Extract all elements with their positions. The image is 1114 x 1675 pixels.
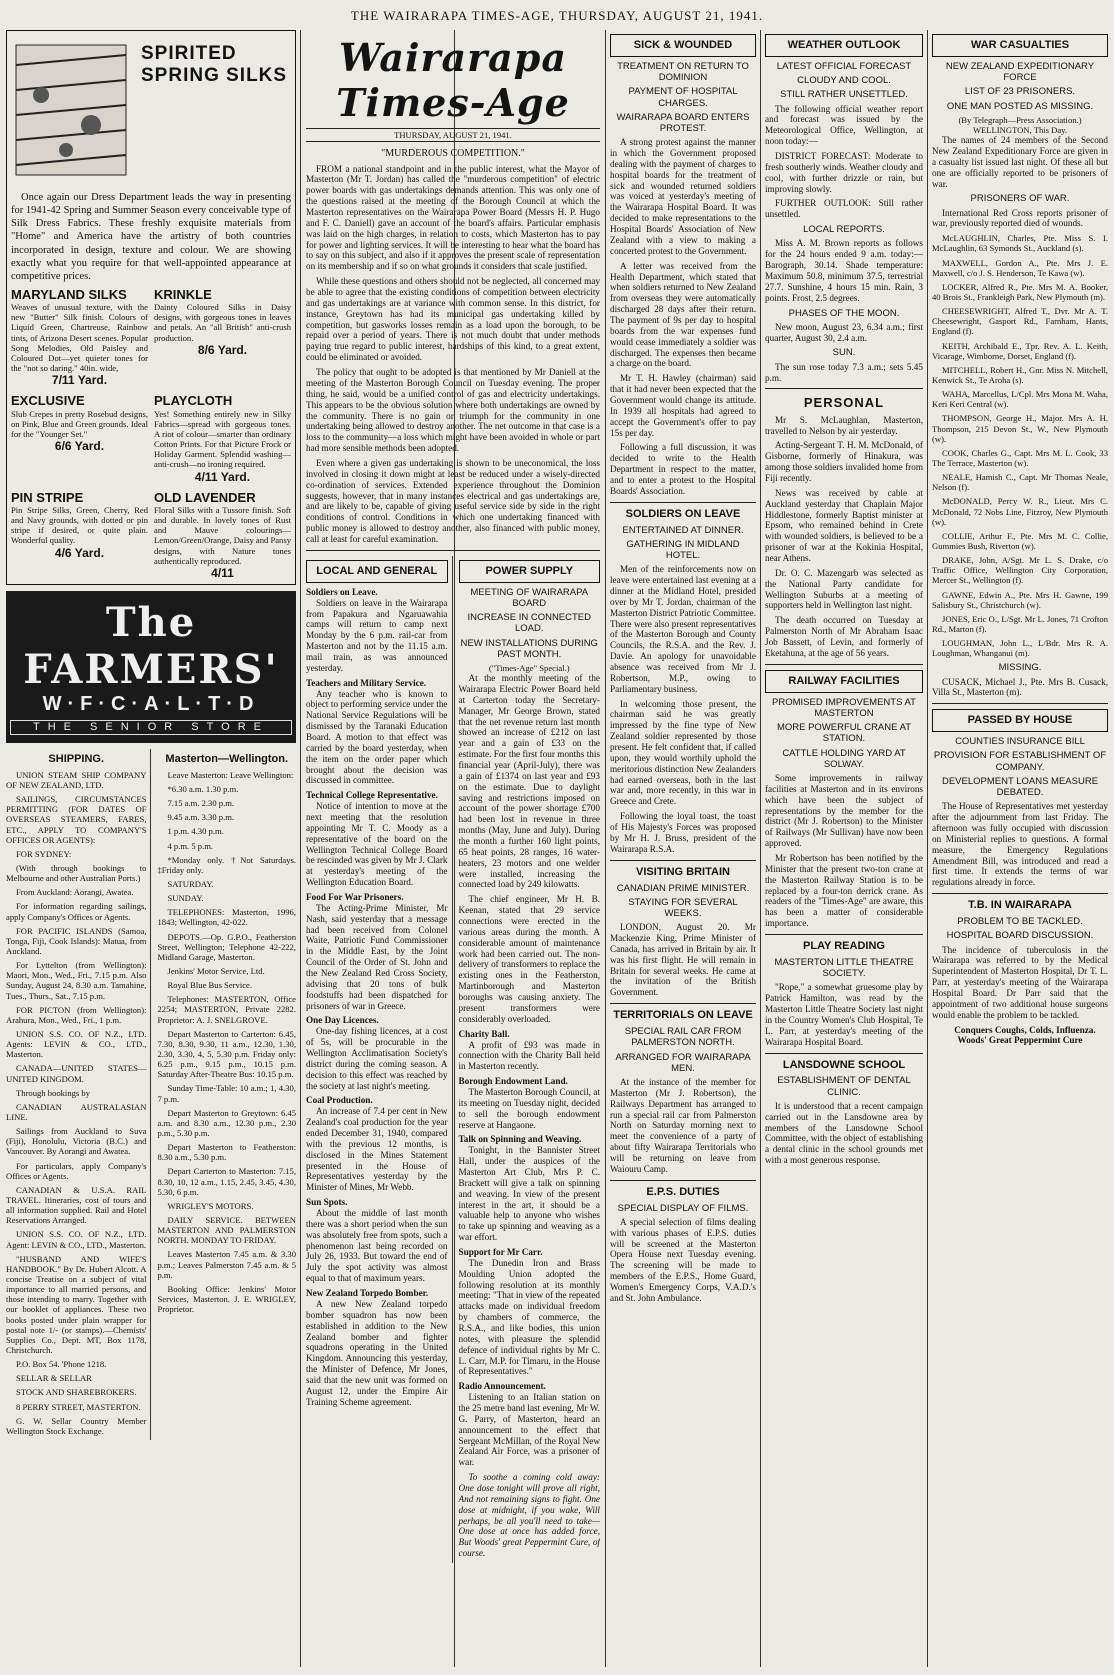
notes-list — [459, 1029, 601, 1469]
weather-subtitle-3: STILL RATHER UNSETTLED. — [780, 89, 908, 101]
personal-body — [765, 415, 923, 659]
paragraph: Mr T. H. Hawley (chairman) said that it had never been expected that the Government would change its attitude. In 1939 all hospitals had agreed to accept the Government's offer to pay 15s per day. — [610, 373, 756, 438]
eps-body: A special selection of films dealing with various phases of E.P.S. duties will be screened at the Masterton Opera House next Tuesday evening. The screening will be made to members of the E.P.S., Home Guard, Women's Emergency Corps, V.A.D.'s and St. John Ambulance. — [610, 1216, 756, 1303]
fabric-price: 7/11 Yard. — [51, 373, 108, 388]
soldiers-title: SOLDIERS ON LEAVE — [625, 507, 741, 520]
fabric-price: 6/6 Yard. — [54, 439, 105, 454]
fabric-description: Slub Crepes in pretty Rosebud designs, on Pink, Blue and Green grounds. Ideal for the "Younger Set." — [11, 408, 148, 439]
paragraph: MAXWELL, Gordon A., Pte. Mrs J. E. Maxwell, c/o J. S. Henderson, Te Kawa (w). — [932, 257, 1108, 278]
column-advertisements — [6, 30, 296, 1667]
note-text: Tonight, in the Bannister Street Hall, under the auspices of the Masterton Art Club, Mrs P. C. Brackett will give a talk on spinning and weaving. In view of the present interest in the art, it should be a valuable help to anyone who wishes to take up spinning and weaving as a war effort. — [458, 1145, 600, 1243]
editorial-title: "MURDEROUS COMPETITION." — [381, 147, 525, 159]
territorials-subtitle: SPECIAL RAIL CAR FROM PALMERSTON NORTH. — [624, 1026, 742, 1049]
note-text: Notice of intention to move at the next meeting that the resolution appointing Mr T. C. Moody as a representative of the board on the Wellington Technical College Board be rescinded was given by Mr J. Clark at yesterday's meeting of the Wellington Education Board. — [306, 801, 448, 888]
farmers-logo — [6, 591, 296, 743]
power-subtitle-3: NEW INSTALLATIONS DURING PAST MONTH. — [460, 637, 598, 660]
fabric-name: PIN STRIPE — [11, 489, 84, 505]
paragraph: UNION S.S. CO. OF N.Z., LTD. Agent: LEVIN & CO., LTD., Masterton. — [6, 1229, 147, 1250]
tb-subtitle: PROBLEM TO BE TACKLED. — [957, 916, 1083, 928]
local-and-general — [306, 556, 453, 1563]
prisoners-title: PRISONERS OF WAR. — [970, 193, 1070, 205]
weather-body — [765, 104, 923, 221]
column-news-3 — [932, 30, 1108, 1667]
lansdowne-subtitle: ESTABLISHMENT OF DENTAL CLINIC. — [777, 1075, 911, 1098]
paragraph: A strong protest against the manner in which the Government proposed dealing with the payment of charges to hospital boards for the treatment of sick and wounded returned soldiers was voiced at yesterday's meeting of the Wairarapa Hospital Board. It was decided to make representations to the Hospital Boards' Association of New Zealand with a view to making a concerted protest to the Government. — [610, 137, 756, 256]
note-heading: Coal Production. — [306, 1095, 373, 1106]
farmers-wfca: W·F·C·A·L·T·D — [42, 693, 260, 716]
column-rule — [927, 30, 928, 1667]
prisoners-note: International Red Cross reports prisoner of war, previously reported died of wounds. — [932, 207, 1108, 229]
paragraph: MITCHELL, Robert H., Gnr. Miss N. Mitchell, Kenwick St., Te Aroha (s). — [932, 364, 1108, 385]
farmers-slogan: THE SENIOR STORE — [10, 720, 292, 735]
paragraph: While these questions and others should not be neglected, all concerned may be able to agree that the existing conditions of competition between electricity and gas undertakings are at variance with common sense. In this district, for instance, Greytown has had its municipal gas undertaking killed by competition, but gasworks losses remain as a load upon the borough, to be repaid over a period of years. There is not much doubt that under methods paying true regard to public interest, hardships of this kind, to a great extent, could be eliminated or avoided. — [306, 276, 600, 363]
tb-body: The incidence of tuberculosis in the Wairarapa was referred to by the Medical Superintendent of Masterton Hospital, Dr T. L. Parr, at yesterday's meeting of the Wairarapa Hospital Board. Dr Parr said that the appointment of two additional house surgeons would enable the problem to be tackled. — [932, 944, 1108, 1020]
advert-intro: Once again our Dress Department leads the way in presenting for 1941-42 Spring and Summer Season every conceivable type of Silk Dress Fabrics. These freshly exquisite materials from "Home" and America have the artistry of both countries incorporated in design, texture and colour. We are showing exactly what you require for that well-appointed appearance at competitive prices. — [11, 192, 291, 282]
fabric-description: Pin Stripe Silks, Green, Cherry, Red and Navy grounds, with dotted or pin stripe if desired, or quite plain. Wonderful quality. — [11, 505, 148, 546]
war-source: (By Telegraph—Press Association.) WELLINGTON, This Day. — [958, 114, 1082, 135]
tb-subtitle-2: HOSPITAL BOARD DISCUSSION. — [946, 930, 1094, 942]
note-heading: Soldiers on Leave. — [306, 586, 378, 597]
cough-cure-advert: Conquers Coughs, Colds, Influenza. Woods' Great Peppermint Cure — [954, 1024, 1096, 1046]
paragraph: Following the loyal toast, the toast of His Majesty's Forces was proposed by Mr H. J. Bruss, president of the Wairarapa R.S.A. — [610, 811, 756, 854]
column-rule — [300, 30, 301, 1667]
paragraph: UNION STEAM SHIP COMPANY OF NEW ZEALAND, LTD. — [6, 769, 147, 791]
sun-body: The sun rose today 7.3 a.m.; sets 5.45 p.m. — [765, 361, 923, 383]
note-text: The Acting-Prime Minister, Mr Nash, said yesterday that a message had been received from Colonel Waite, Patriotic Fund Commissioner in the Middle East, by the Joint Council of the Order of St. John and the New Zealand Red Cross Society, advising that 20 tons of bulk foodstuffs had been dispatched for prisoners of war in Greece. — [306, 902, 448, 1011]
house-subtitle-3: DEVELOPMENT LOANS MEASURE DEBATED. — [941, 775, 1099, 799]
note-heading: Radio Announcement. — [458, 1381, 546, 1392]
advert-title-line-2: SPRING SILKS — [141, 65, 288, 87]
moon-title: PHASES OF THE MOON. — [788, 307, 900, 319]
column-rule — [760, 30, 761, 1667]
editorial-body — [306, 164, 600, 545]
war-subtitle-2: LIST OF 23 PRISONERS. — [964, 86, 1076, 98]
house-body: The House of Representatives met yesterday after the adjournment from last Friday. The afternoon was fully occupied with discussion on Ministerial replies to questions. A formal measure, the Emergency Regulations Amendment Bill, was introduced and read a first time. It extends the terms of war regulations already in force. — [932, 801, 1108, 888]
territorials-subtitle-2: ARRANGED FOR WAIRARAPA MEN. — [615, 1051, 751, 1074]
paragraph: DEPOTS.—Op. G.P.O., Featherston Street, Wellington; Telephone 42-222, Midland Garage, Masterton. — [157, 931, 296, 962]
britain-subtitle-2: STAYING FOR SEVERAL WEEKS. — [628, 896, 738, 919]
paragraph: DRAKE, John, A/Sgt. Mr L. S. Drake, c/o Traffic Office, Wellington City Corporation, Mercer St., Wellington (f). — [932, 555, 1108, 586]
power-subtitle-2: INCREASE IN CONNECTED LOAD. — [467, 612, 591, 635]
paragraph: McDONALD, Percy W. R., Lieut. Mrs C. McDonald, 72 Nobs Line, Fitzroy, New Plymouth (w). — [932, 496, 1108, 527]
note-text: About the middle of last month there was a short period when the sun was absolutely free from spots, such a phenomenon last being recorded on July 26, 1933. But toward the end of July the spot activity was almost equal to that of maximum years. — [306, 1208, 448, 1284]
paragraph: WRIGLEY'S MOTORS. — [167, 1200, 254, 1211]
note-text: An increase of 7.4 per cent in New Zealand's coal production for the year ended December 31, 1940, compared with the previous 12 months, is disclosed in the Mines Statement presented in the House of Representatives yesterday by the Minister of Mines, Mr Webb. — [306, 1106, 448, 1193]
fabric-item — [11, 287, 148, 387]
paragraph: CANADIAN AUSTRALASIAN LINE. — [6, 1101, 147, 1122]
paragraph: (With through bookings to Melbourne and other Australian Ports.) — [6, 863, 147, 884]
soldiers-body — [610, 564, 756, 854]
paragraph: SUNDAY. — [167, 893, 204, 904]
paragraph: At the monthly meeting of the Wairarapa Electric Power Board held at Carterton today the Secretary-Manager, Mr George Brown, stated that the net revenue return last month showed an increase of £212 on last year and a gain of £33 on the estimate. For the first four months this financial year (April-July), there was a gain of £1374 on last year and £93 on the estimate. Due to daylight saving and restrictions imposed on account of the power shortage £700 had been lost in revenue in three months (May, June and July). During the month a further 160 light points, 65 heat points, 28 ranges, 16 water-heaters, 23 motors and one welder were installed, increasing the connected load by 249 kilowatts. — [458, 673, 600, 890]
paragraph: Mr Robertson has been notified by the Minister that the present two-ton crane at the Masterton Railway Station is to be replaced by a four-ton derrick crane. As readers of the "Times-Age" are aware, this has been a matter of considerable importance. — [765, 852, 923, 929]
fabric-name: EXCLUSIVE — [11, 393, 85, 409]
paragraph: Booking Office: Jenkins' Motor Services, Masterton. J. E. WRIGLEY, Proprietor. — [157, 1283, 296, 1315]
war-casualties-title: WAR CASUALTIES — [932, 34, 1108, 57]
sick-wounded-title: SICK & WOUNDED — [610, 34, 756, 57]
paragraph: THOMPSON, George H., Major. Mrs A. H. Thompson, 215 Devon St., W., New Plymouth (w). — [932, 413, 1108, 444]
paragraph: Dr. O. C. Mazengarb was selected as the National Party candidate for Wellington Suburbs at a meeting of supporters held in Wellington last night. — [765, 567, 923, 611]
note-heading: Food For War Prisoners. — [306, 891, 404, 902]
house-subtitle: COUNTIES INSURANCE BILL — [955, 736, 1085, 748]
paragraph: SATURDAY. — [167, 879, 214, 890]
missing-body: CUSACK, Michael J., Pte. Mrs B. Cusack, Villa St., Masterton (m). — [932, 676, 1108, 698]
weather-title: WEATHER OUTLOOK — [765, 34, 923, 57]
paragraph: SAILINGS, CIRCUMSTANCES PERMITTING (FOR DATES OF OVERSEAS STEAMERS, FARES, ETC., APPLY TO COMPANY'S OFFICES OR AGENTS): — [6, 794, 147, 845]
fabric-price: 4/11 Yard. — [194, 469, 251, 484]
play-body: "Rope," a somewhat gruesome play by Patrick Hamilton, was read by the Masterton Little Theatre Society last night in the Country Women's Club Hospital, Te L. Parr, at yesterday's meeting of the Wairarapa Hospital Board. — [765, 982, 923, 1047]
column-rule — [605, 30, 606, 1667]
paragraph: LOCKER, Alfred R., Pte. Mrs M. A. Booker, 40 Brois St., Frankleigh Park, New Plymouth (m). — [932, 281, 1108, 302]
fabric-item — [154, 393, 291, 483]
paragraph: Depart Masterton to Carterton: 6.45, 7.30, 8.30, 9.30, 11 a.m., 12.30, 1.30, 2.30, 3.30, 4, 5, 5.30 p.m. Friday only: 6.25 p.m., 9.15 p.m., 10.15 p.m. Saturday After-Theatre Bus: 10.15 p.m. — [157, 1028, 296, 1080]
note-heading: One Day Licences. — [306, 1015, 379, 1026]
house-subtitle-2: PROVISION FOR ESTABLISHMENT OF COMPANY. — [933, 750, 1107, 773]
paragraph: CHEESEWRIGHT, Alfred T., Dvr. Mr A. T. Cheesewright, Gasport Rd., Farnham, Hants, England (f). — [932, 306, 1108, 337]
sick-body — [610, 137, 756, 497]
note-heading: Talk on Spinning and Weaving. — [458, 1134, 582, 1145]
paragraph: P.O. Box 54. 'Phone 1218. — [16, 1359, 107, 1370]
paragraph: The policy that ought to be adopted is that mentioned by Mr Daniell at the meeting of the Masterton Borough Council on Tuesday evening. The proper thing, he said, would be a unified control of gas and electricity undertakings. This appears to be the obvious solution where both undertakings are owned by the community. There is no gain or triumph for the community in one undertaking being allowed to destroy another. The net outcome in that case is a loss to the community—a loss which might have been avoided in whole or part had more sensible methods been adopted. — [306, 367, 600, 454]
eps-subtitle: SPECIAL DISPLAY OF FILMS. — [617, 1202, 749, 1214]
note-text: A new New Zealand torpedo bomber squadron has now been established in addition to the New Zealand bomber and fighter squadrons operating in the United Kingdom. Announcing this yesterday, the Minister of Defence, Mr Jones, said that the new unit was formed on August 12, under the Empire Air Training Scheme agreement. — [306, 1298, 448, 1407]
territorials-body: At the instance of the member for Masterton (Mr J. Robertson), the Railways Department has arranged to run a special rail car from Palmerston North on Saturday morning next to meet the convenience of a party of about fifty Wairarapa Territorials who will be returning on leave from Waiouru Camp. — [610, 1076, 756, 1174]
paragraph: FOR SYDNEY: — [16, 848, 72, 859]
paragraph: 8 PERRY STREET, MASTERTON. — [16, 1401, 141, 1412]
weather-subtitle-2: CLOUDY AND COOL. — [797, 75, 891, 87]
paragraph: For information regarding sailings, apply Company's Offices or Agents. — [6, 901, 147, 922]
advert-title-line-1: SPIRITED — [141, 43, 237, 64]
railway-subtitle-2: MORE POWERFUL CRANE AT STATION. — [776, 722, 912, 745]
paragraph: Mr S. McLaughlan, Masterton, travelled to Nelson by air yesterday. — [765, 414, 923, 436]
masthead-date: THURSDAY, AUGUST 21, 1941. — [306, 128, 600, 142]
britain-subtitle: CANADIAN PRIME MINISTER. — [616, 882, 750, 894]
paragraph: KEITH, Archibald E., Tpr. Rev. A. L. Keith, Vicarage, Wimborne, Dorset, England (f). — [932, 340, 1108, 361]
paragraph: FROM a national standpoint and in the public interest, what the Mayor of Masterton (Mr T. Jordan) has called the "murderous competition" of electric power boards with gas undertakings demands attention. This was only one of the questions raised at the meeting of the Borough Council at which the Masterton representatives on the Wairarapa Power Board (Messrs H. P. Hugo and F. C. Daniell) gave an account of the board's affairs. Particular emphasis was laid on the high charges, in relation to costs, which Masterton has to pay for power and lighting services. It will be interesting to hear what the board has to say on this subject, and also if it approves the present scale of representation on its membership and if so on what grounds it considers that scale justified. — [306, 163, 600, 272]
fabric-description: Weaves of unusual texture, with the new "Butter" Silk finish. Colours of Liquid Green, Chartreuse, Rainbow tints, of Arizona Desert scenes. Popular Song Melodies, Old Paisley and Coloured Dot—yet quieter tones for the "not so daring." 40in. wide, — [11, 302, 148, 374]
column-news-2 — [765, 30, 923, 1667]
railway-body — [765, 773, 923, 929]
paragraph: Jenkins' Motor Service, Ltd. — [167, 966, 265, 977]
sun-title: SUN. — [832, 347, 856, 359]
fabric-item — [154, 287, 291, 387]
shipping-list — [6, 770, 146, 1436]
fabric-description: Dainty Coloured Silks in Daisy designs, with gorgeous tones in leaves and petals. An "all British" anti-crush production. — [154, 302, 291, 343]
note-text: One-day fishing licences, at a cost of 5s, will be procurable in the Wellington Acclimatisation Society's district during the coming season. A decision to this effect was reached by the society at last night's meeting. — [306, 1026, 448, 1091]
paragraph: CANADIAN & U.S.A. RAIL TRAVEL. Itineraries, cost of tours and all information supplied. Rail and Hotel Reservations Arranged. — [6, 1184, 147, 1226]
shipping-title: SHIPPING. — [48, 752, 105, 765]
paragraph: TELEPHONES: Masterton, 1996, 1843; Wellington, 42-022. — [157, 907, 296, 928]
fabric-item — [11, 393, 148, 483]
sick-subtitle-2: PAYMENT OF HOSPITAL CHARGES. — [628, 86, 738, 109]
note-text: The Masterton Borough Council, at its meeting on Tuesday night, decided to sell the borough endowment reserve at Hangaone. — [458, 1086, 600, 1130]
paragraph: From Auckland: Aorangi, Awatea. — [16, 887, 134, 898]
paragraph: FOR PICTON (from Wellington): Arahura, Mon., Wed., Fri., 1 p.m. — [6, 1004, 147, 1025]
fabric-name: OLD LAVENDER — [154, 489, 256, 505]
power-subtitle: MEETING OF WAIRARAPA BOARD — [470, 586, 589, 609]
paragraph: Depart Carterton to Masterton: 7.15, 8.30, 10, 12 a.m., 1.15, 2.45, 3.45, 4.30, 5.30, 6 p.m. — [157, 1166, 296, 1197]
paragraph: SELLAR & SELLAR — [16, 1373, 92, 1384]
soldiers-subtitle-2: GATHERING IN MIDLAND HOTEL. — [626, 538, 740, 562]
local-reports-title: LOCAL REPORTS. — [803, 224, 885, 236]
local-list — [306, 587, 448, 1408]
play-title: PLAY READING — [803, 939, 885, 952]
fabric-item — [11, 490, 148, 580]
war-subtitle-3: ONE MAN POSTED AS MISSING. — [946, 100, 1094, 112]
paragraph: Leave Masterton: Leave Wellington: — [167, 769, 294, 780]
railway-title: RAILWAY FACILITIES — [765, 670, 923, 693]
paragraph: Leaves Masterton 7.45 a.m. & 3.30 p.m.; Leaves Palmerston 7.45 a.m. & 5 p.m. — [157, 1249, 296, 1280]
note-text: A profit of £93 was made in connection with the Charity Ball held in Masterton recently. — [458, 1039, 600, 1072]
note-heading: Charity Ball. — [458, 1028, 510, 1039]
fabric-name: KRINKLE — [154, 286, 212, 302]
sick-subtitle: TREATMENT ON RETURN TO DOMINION — [617, 60, 749, 84]
tb-title: T.B. IN WAIRARAPA — [968, 899, 1072, 912]
paragraph: A letter was received from the Health Department, which stated that when soldiers returned to New Zealand from overseas they were automatically discharged 28 days after their return. The payment of 9s per day to hospital boards from the war expenses fund would cease immediately a soldier was discharged. The expenses then became a charge on the board. — [610, 260, 756, 369]
paragraph: "HUSBAND AND WIFE'S HANDBOOK." By Dr. Hubert Alcott. A concise Treatise on a subject of vital importance to all married persons, and those intending to marry. Together with our booklet of appliances. These two books posted under plain wrapper for postal note 1/- (or stamps).—Chemists' Supplies Co., Dept. MT, Box 1178, Christchurch. — [6, 1253, 147, 1355]
paragraph: UNION S.S. CO. OF N.Z., LTD. Agents: LEVIN & CO., LTD., Masterton. — [6, 1029, 147, 1060]
paragraph: FOR PACIFIC ISLANDS (Samoa, Tonga, Fiji, Cook Islands): Matua, from Auckland. — [6, 925, 147, 957]
paragraph: STOCK AND SHAREBROKERS. — [16, 1387, 137, 1398]
transport-section — [157, 749, 296, 1440]
paragraph: Telephones: MASTERTON, Office 2254; MASTERTON, Private 2282. Proprietor: A. J. SNELGROVE. — [157, 994, 296, 1025]
silk-fabric-illustration — [11, 35, 291, 185]
farmers-name: The FARMERS' — [23, 599, 279, 694]
railway-subtitle-3: CATTLE HOLDING YARD AT SOLWAY. — [782, 747, 906, 770]
paragraph: Depart Masterton to Featherston: 8.30 a.m., 5.30 p.m. — [157, 1142, 296, 1163]
transport-list — [157, 770, 296, 1314]
paragraph: News was received by cable at Auckland yesterday that Chaplain Major Hiddlestone, formerly Baptist minister at Epsom, who remained behind in Crete with wounded soldiers, is believed to be a prisoner of war at the Kokinia Hospital, near Athens. — [765, 487, 923, 564]
paragraph: DISTRICT FORECAST: Moderate to fresh southerly winds. Weather cloudy and cool, with further drizzle or rain, but improving slowly. — [765, 151, 923, 194]
soldiers-subtitle: ENTERTAINED AT DINNER. — [622, 524, 744, 536]
paragraph: The death occurred on Tuesday at Palmerston North of Mr Abraham Isaac Job Bassett, of Levin, and formerly of Eketahuna, at the age of 56 years. — [765, 615, 923, 658]
paragraph: McLAUGHLIN, Charles, Pte. Miss S. I. McLaughlin, 63 Symonds St., Auckland (s). — [932, 233, 1108, 254]
paragraph: CANADA—UNITED STATES—UNITED KINGDOM. — [6, 1063, 147, 1084]
fabric-description: Yes! Something entirely new in Silky Fabrics—spread with gorgeous tones. A riot of colour—smarter than ordinary Cotton Prints. For that Picture Frock or Holiday Garment. Splendid washing—anti-crush—no ironing required. — [154, 408, 291, 470]
paragraph: Men of the reinforcements now on leave were entertained last evening at a dinner at the Midland Hotel, presided over by Mr T. Jordan, chairman of the Masterton District Patriotic Committee. There were also present representatives of the Masterton Borough and County Councils, the R.S.A. and the Rev. J. Davie. An apology for unavoidable absence was received from Mr J. Robertson, M.P., owing to Parliamentary business. — [610, 564, 756, 694]
paragraph: FURTHER OUTLOOK: Still rather unsettled. — [765, 198, 923, 220]
note-heading: Sun Spots. — [306, 1197, 348, 1208]
missing-title: MISSING. — [998, 662, 1042, 674]
note-heading: Technical College Representative. — [306, 790, 438, 801]
paragraph: Sunday Time-Table: 10 a.m.; 1, 4.30, 7 p.m. — [157, 1083, 296, 1104]
note-heading: Teachers and Military Service. — [306, 677, 427, 688]
war-subtitle: NEW ZEALAND EXPEDITIONARY FORCE — [945, 60, 1095, 84]
paragraph: WAHA, Marcellus, L/Cpl. Mrs Mona M. Waha, Keri Keri Central (w). — [932, 389, 1108, 410]
fabric-name: MARYLAND SILKS — [11, 286, 127, 302]
power-supply-article — [459, 556, 601, 1563]
britain-title: VISITING BRITAIN — [636, 865, 730, 878]
lansdowne-body: It is understood that a recent campaign carried out in the Lansdowne area by members of the Lansdowne School Committee, with the object of establishing a dental clinic in the school grounds met with a most generous response. — [765, 1100, 923, 1166]
cough-advert: To soothe a coming cold away: One dose tonight will prove all right, And not remaining signs to fight. One dose at midnight, if you wake, Will perhaps, be all you'll need to take— One dose at once has added force, But Woods' great Peppermint Cure, of course. — [458, 1472, 600, 1559]
house-title: PASSED BY HOUSE — [932, 709, 1108, 732]
personal-title: PERSONAL — [803, 395, 885, 411]
paragraph: Sailings from Auckland to Suva (Fiji), Honolulu, Victoria (B.C.) and Vancouver. By Aorangi and Awatea. — [6, 1126, 147, 1157]
paragraph: 1 p.m. 4.30 p.m. — [167, 826, 224, 837]
paragraph: 4 p.m. 5 p.m. — [167, 840, 214, 851]
masthead: Wairarapa Times-Age — [336, 35, 570, 125]
paragraph: COLLIE, Arthur F., Pte. Mrs M. C. Collie, Gummies Bush, Riverton (w). — [932, 530, 1108, 551]
prisoners-list — [932, 233, 1108, 658]
power-source: ("Times-Age" Special.) — [488, 663, 570, 673]
note-text: The Dunedin Iron and Brass Moulding Union adopted the following resolution at its monthly meeting: "That in view of the repeated attacks made on individual freedom by chambers of commerce, the R.S.A., and like bodies, this union notes, with pleasure the splendid defence of individual rights by Mr C. L. Carr, M.P. for Timaru, in the House of Representatives." — [458, 1257, 600, 1377]
paragraph: Some improvements in railway facilities at Masterton and in its environs which have been the subject of representations by the member for the district (Mr J. Robertson) to the Minister of Railways (Mr Sullivan) have now been approved. — [765, 772, 923, 849]
paragraph: G. W. Sellar Country Member Wellington Stock Exchange. — [6, 1415, 147, 1436]
paragraph: NEALE, Hamish C., Capt. Mr Thomas Neale, Nelson (f). — [932, 472, 1108, 493]
railway-subtitle: PROMISED IMPROVEMENTS AT MASTERTON — [772, 696, 916, 719]
paragraph: Through bookings by — [16, 1087, 90, 1098]
lansdowne-title: LANSDOWNE SCHOOL — [782, 1058, 906, 1071]
sick-subtitle-3: WAIRARAPA BOARD ENTERS PROTEST. — [616, 111, 750, 134]
farmers-silk-advert — [6, 30, 296, 585]
fabric-item — [154, 490, 291, 580]
note-text: Any teacher who is known to object to performing service under the National Service Regulations will be dismissed by the Taranaki Education Board. A motion to that effect was carried by the board yesterday, when the item on the order paper which brought about the decision was discussed in committee. — [306, 688, 448, 786]
paragraph: Following a full discussion, it was decided to write to the Health Department in respect to the matter, and to enter a protest to the Hospital Boards' Association. — [610, 442, 756, 496]
note-text: Soldiers on leave in the Wairarapa from Papakura and Ngaruawahia camps will return to camp next Monday by the 6 p.m. rail-car from Masterton and not by the 11.15 a.m. mail train, as was announced yesterday. — [306, 597, 448, 673]
fabric-bolt-icon — [11, 35, 136, 185]
fabric-list — [11, 287, 291, 580]
note-heading: Borough Endowment Land. — [458, 1076, 568, 1087]
column-news-1 — [610, 30, 756, 1667]
paragraph: For particulars, apply Company's Offices or Agents. — [6, 1160, 147, 1181]
weather-subtitle: LATEST OFFICIAL FORECAST — [776, 60, 912, 72]
paragraph: *Monday only. †Not Saturdays. ‡Friday only. — [157, 854, 296, 875]
power-body — [459, 673, 601, 1025]
paragraph: The following official weather report and forecast was issued by the Meteorological Office, Wellington, at noon today:— — [765, 103, 923, 147]
note-heading: Support for Mr Carr. — [458, 1246, 543, 1257]
fabric-price: 8/6 Yard. — [197, 342, 248, 357]
page-header: THE WAIRARAPA TIMES-AGE, THURSDAY, AUGUST 21, 1941. — [350, 8, 764, 23]
paragraph: LOUGHMAN, John L., L/Bdr. Mrs R. A. Loughman, Whanganui (m). — [932, 638, 1108, 659]
local-reports-body: Miss A. M. Brown reports as follows for the 24 hours ended 9 a.m. today:—Barograph, 30.14. Shade temperature: Maximum 50.8, minimum 37.5, terrestrial 27.7. Sunshine, 4 hours 15 min. Rain, 3 points. Frost, 2.5 degrees. — [765, 238, 923, 303]
territorials-title: TERRITORIALS ON LEAVE — [613, 1009, 753, 1022]
transport-title: Masterton—Wellington. — [165, 752, 289, 765]
paragraph: 7.15 a.m. 2.30 p.m. — [167, 798, 235, 809]
paragraph: The chief engineer, Mr H. B. Keenan, stated that 29 service connections were erected in the various areas during the month. A considerable amount of maintenance work had been carried out. The non-delivery of transformers to replace the existing ones in the Featherston, Martinborough and Masterton boroughs was causing anxiety. The present transformers were considerably overloaded. — [458, 894, 600, 1024]
shipping-section — [6, 749, 151, 1440]
advert-heading — [141, 43, 291, 88]
column-editorial — [306, 30, 600, 1667]
fabric-price: 4/11 — [211, 565, 234, 580]
local-general-title: LOCAL AND GENERAL — [306, 560, 448, 583]
play-subtitle: MASTERTON LITTLE THEATRE SOCIETY. — [774, 956, 914, 980]
paragraph: Acting-Sergeant T. H. M. McDonald, of Gisborne, formerly of Hinakura, was among those soldiers invalided home from Fiji recently. — [765, 440, 923, 483]
note-heading: New Zealand Torpedo Bomber. — [306, 1288, 429, 1299]
paragraph: 9.45 a.m. 3.30 p.m. — [167, 812, 235, 823]
power-title: POWER SUPPLY — [459, 560, 601, 583]
paragraph: DAILY SERVICE. BETWEEN MASTERTON AND PALMERSTON NORTH. MONDAY TO FRIDAY. — [157, 1214, 296, 1246]
britain-body: LONDON, August 20. Mr Mackenzie King, Prime Minister of Canada, has arrived in Britain by air. It was his first flight. He will remain in Britain for several weeks. He came at the invitation of the British Government. — [610, 922, 756, 998]
paragraph: In welcoming those present, the chairman said he was greatly impressed by the fine type of New Zealand soldier represented by those present. He felt confident that, if called upon, they would worthily uphold the meritorious distinction New Zealanders had earned overseas, both in the last war and, more recently, in this war in Greece and Crete. — [610, 698, 756, 807]
fabric-name: PLAYCLOTH — [154, 393, 233, 409]
fabric-description: Floral Silks with a Tussore finish. Soft and durable. In lovely tones of Rust and Mauve colourings—Lemon/Green/Orange, Daisy and Pansy designs, with Nature tones authentically reproduced. — [154, 505, 291, 566]
paragraph: Royal Blue Bus Service. — [167, 980, 252, 991]
paragraph: Depart Masterton to Greytown: 6.45 a.m. and 8.30 a.m., 12.30 p.m., 2.30 p.m., 5.30 p.m. — [157, 1107, 296, 1138]
paragraph: For Lyttelton (from Wellington): Maori, Mon., Wed., Fri., 7.15 p.m. Also Sunday, August 24, 8.30 a.m. Tamahine, Tues., Thurs., Sat., 7.15 p.m. — [6, 960, 147, 1001]
paragraph: *6.30 a.m. 1.30 p.m. — [167, 784, 239, 795]
paragraph: COOK, Charles G., Capt. Mrs M. L. Cook, 33 The Terrace, Masterton (w). — [932, 447, 1108, 468]
eps-title: E.P.S. DUTIES — [646, 1185, 720, 1198]
moon-body: New moon, August 23, 6.34 a.m.; first quarter, August 30, 2.4 a.m. — [765, 321, 923, 343]
paragraph: GAWNE, Edwin A., Pte. Mrs H. Gawne, 199 Salisbury St., Christchurch (w). — [932, 589, 1108, 610]
fabric-price: 4/6 Yard. — [54, 545, 105, 560]
paragraph: Even where a given gas undertaking is shown to be uneconomical, the loss involved in closing it down might at least be reduced under a wisely-directed co-ordination of services. Extended experience throughout the Dominion suggests, however, that in many instances electrical and gas undertakings are, and are likely to be, capable of giving useful service side by side in the right conditions of control. Conditions in which one undertaking financed with public money is allowed to destroy another, also financed with public money, call at least for careful examination. — [306, 457, 600, 544]
note-text: Listening to an Italian station on the 25 metre band last evening, Mr W. G. Parry, of Masterton, heard an announcement to the effect that Sergeant McMillan, of the Royal New Zealand Air Force, was a prisoner of war. — [458, 1392, 600, 1468]
war-intro: The names of 24 members of the Second New Zealand Expeditionary Force are given in a casualty list issued last night. Of these all but one are officially reported to be prisoners of war. — [932, 135, 1108, 189]
paragraph: JONES, Eric O., L/Sgt. Mr L. Jones, 71 Crofton Rd., Marton (f). — [932, 613, 1108, 634]
